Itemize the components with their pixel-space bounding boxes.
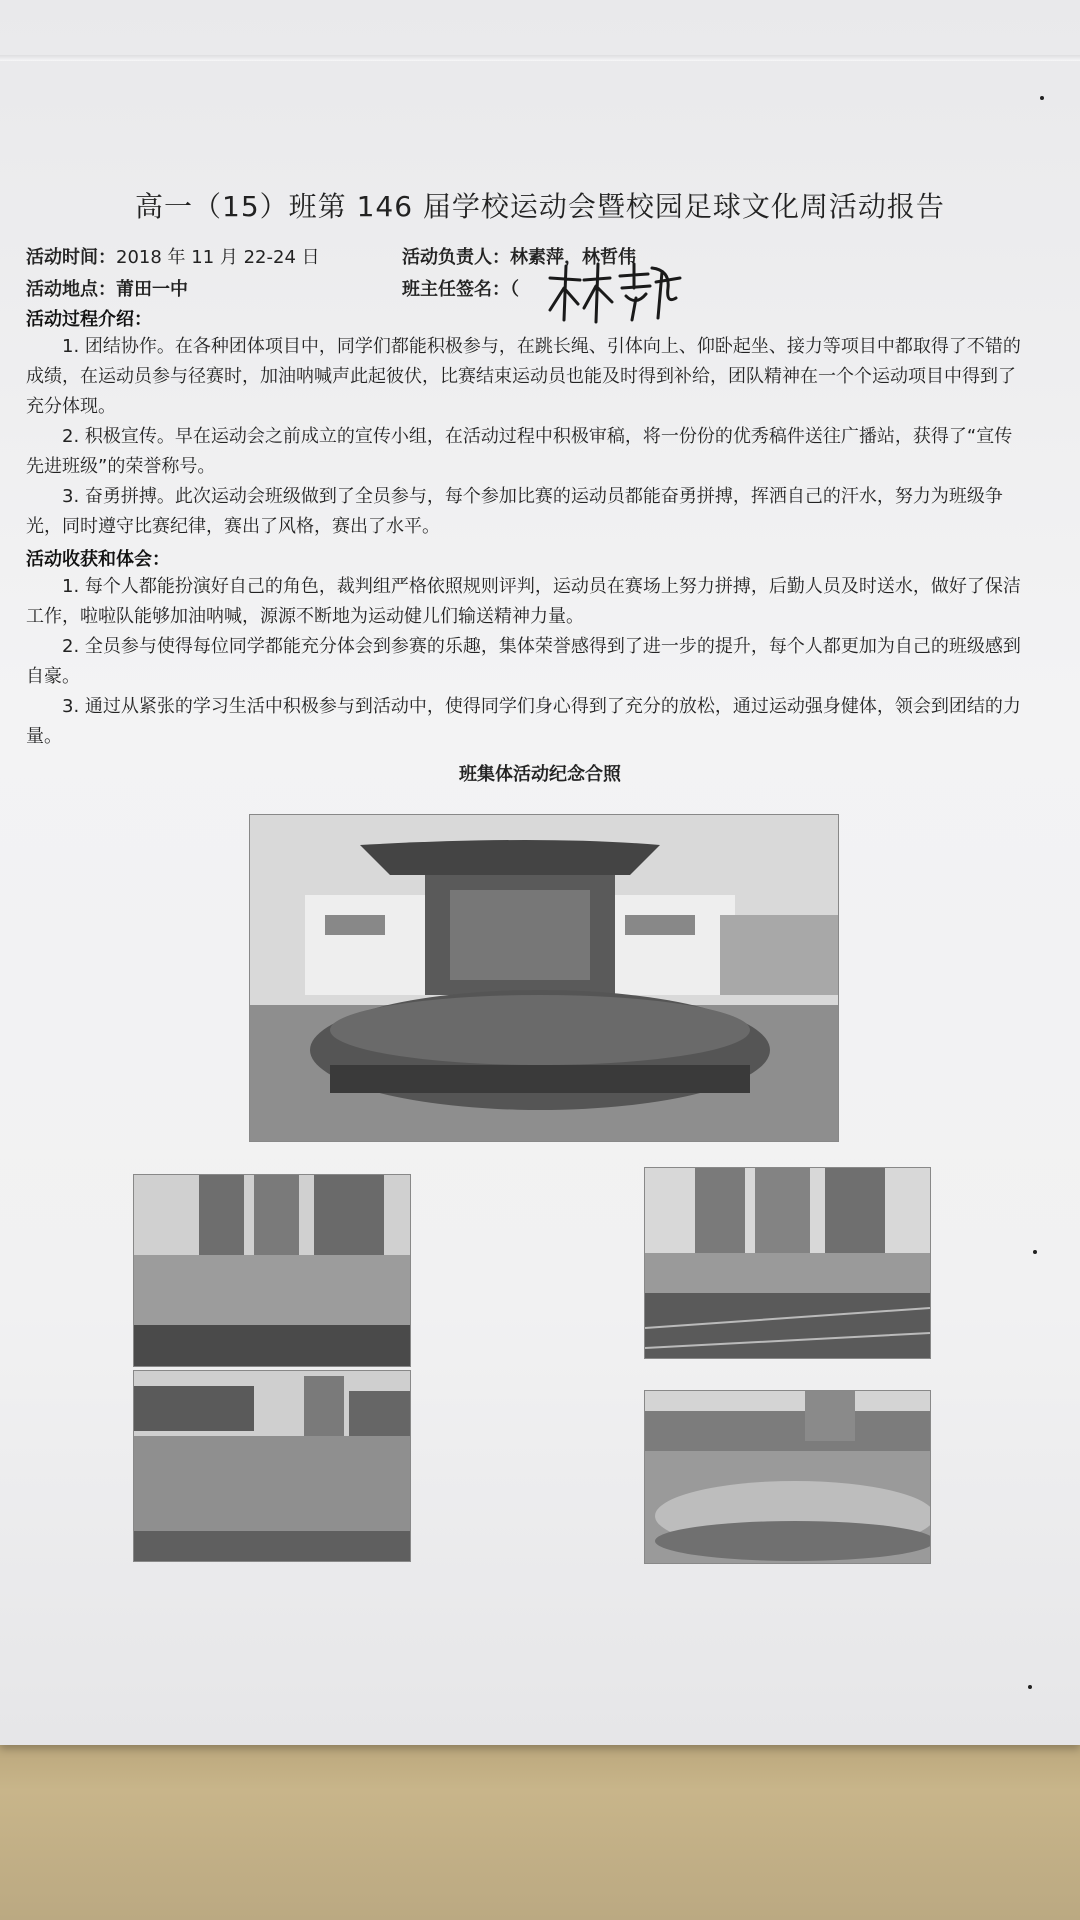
teacher-signature-label: 班主任签名：（ [402, 279, 519, 300]
process-item-3: 3. 奋勇拼搏。此次运动会班级做到了全员参与，每个参加比赛的运动员都能奋勇拼搏，挥洒自己的汗水，努力为班级争光，同时遵守比赛纪律，赛出了风格，赛出了水平。 [26, 486, 1003, 537]
paper-speck [1033, 1250, 1037, 1254]
activity-place: 活动地点：莆田一中 [26, 279, 188, 300]
desk-surface [0, 1735, 1080, 1920]
paper-speck [1040, 96, 1044, 100]
gains-item-1: 1. 每个人都能扮演好自己的角色，裁判组严格依照规则评判，运动员在赛场上努力拼搏，后勤人员及时送水，做好了保洁工作，啦啦队能够加油呐喊，源源不断地为运动健儿们输送精神力量。 [26, 576, 1021, 627]
track-field-photo [644, 1167, 931, 1359]
students-field-photo [133, 1370, 411, 1562]
activity-leader: 活动负责人：林素萍，林哲伟 [402, 247, 636, 268]
teacher-signature [540, 258, 690, 328]
students-circle-photo [644, 1390, 931, 1564]
paper-speck [1028, 1685, 1032, 1689]
process-heading: 活动过程介绍： [26, 309, 152, 330]
activity-time: 活动时间：2018 年 11 月 22-24 日 [26, 247, 320, 268]
paper-fold [0, 55, 1080, 61]
students-lineup-photo [133, 1174, 411, 1367]
gains-item-3: 3. 通过从紧张的学习生活中积极参与到活动中，使得同学们身心得到了充分的放松，通过运动强身健体，领会到团结的力量。 [26, 696, 1021, 747]
report-title: 高一（15）班第 146 届学校运动会暨校园足球文化周活动报告 [135, 190, 945, 223]
photo-caption: 班集体活动纪念合照 [459, 764, 621, 785]
gains-heading: 活动收获和体会： [26, 549, 170, 570]
class-group-photo [249, 814, 839, 1142]
process-item-1: 1. 团结协作。在各种团体项目中，同学们都能积极参与，在跳长绳、引体向上、仰卧起坐、接力等项目中都取得了不错的成绩，在运动员参与径赛时，加油呐喊声此起彼伏，比赛结束运动员也能及时得到补给，团队精神在一个个运动项目中得到了充分体现。 [26, 336, 1021, 417]
process-item-2: 2. 积极宣传。早在运动会之前成立的宣传小组，在活动过程中积极审稿，将一份份的优秀稿件送往广播站，获得了“宣传先进班级”的荣誉称号。 [26, 426, 1013, 477]
gains-item-2: 2. 全员参与使得每位同学都能充分体会到参赛的乐趣，集体荣誉感得到了进一步的提升，每个人都更加为自己的班级感到自豪。 [26, 636, 1021, 687]
